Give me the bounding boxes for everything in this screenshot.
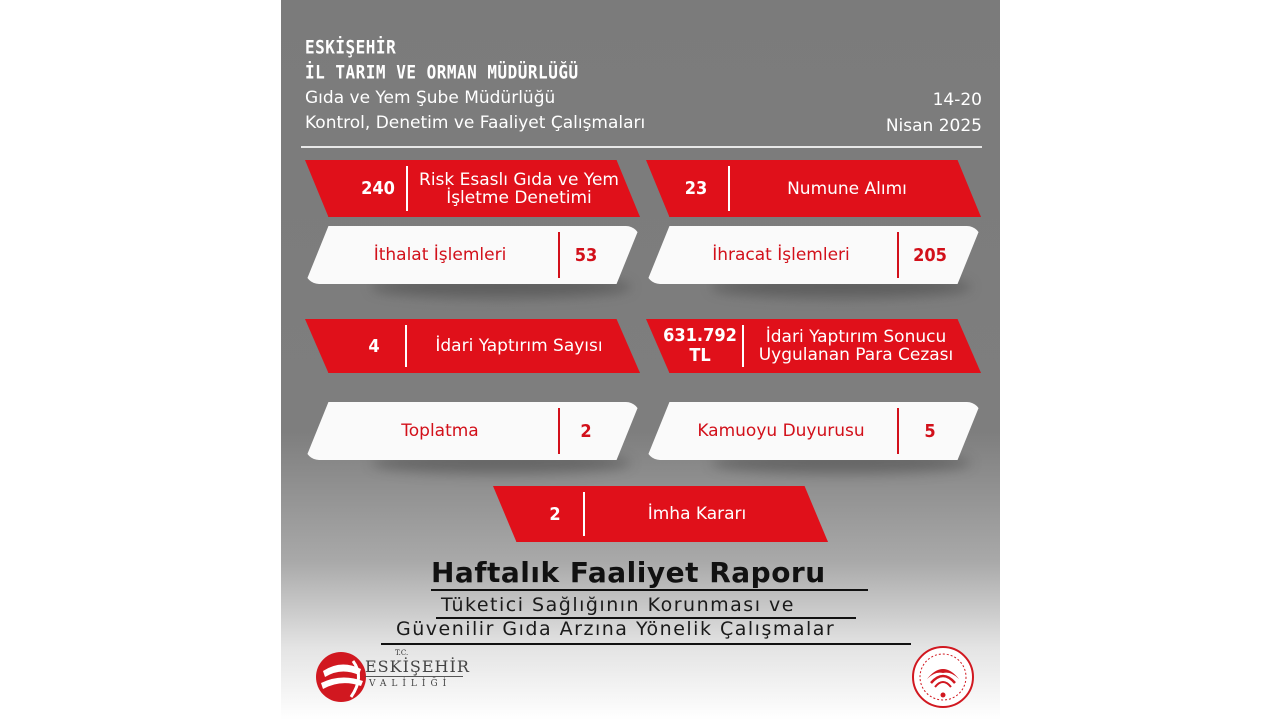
card-value: 23: [684, 178, 708, 199]
card-administrative-fine: [646, 319, 981, 373]
card-label: Toplatma: [401, 421, 479, 441]
card-public-announcement: [646, 402, 981, 460]
governorship-logo: [313, 649, 470, 704]
card-divider: [742, 325, 744, 367]
card-export-operations: [646, 226, 981, 284]
card-label-line2: İşletme Denetimi: [446, 187, 592, 208]
card-import-operations: [305, 226, 640, 284]
card-label: İthalat İşlemleri: [373, 245, 507, 265]
card-divider: [583, 492, 585, 536]
card-label-line1: Risk Esaslı Gıda ve Yem: [419, 169, 619, 190]
card-label: Numune Alımı: [787, 178, 907, 199]
governorship-emblem-icon: [313, 649, 373, 704]
card-value: 5: [924, 420, 936, 442]
card-divider: [897, 232, 899, 278]
logo-tc: T.C.: [395, 649, 409, 657]
card-value: 2: [580, 420, 592, 442]
header-divider: [301, 146, 982, 148]
card-divider: [728, 166, 730, 211]
card-label: İdari Yaptırım Sayısı: [435, 336, 603, 356]
card-risk-inspection: [305, 160, 640, 217]
header-description: Kontrol, Denetim ve Faaliyet Çalışmaları: [305, 113, 646, 133]
card-label: İmha Kararı: [647, 504, 747, 524]
card-value: 240: [361, 178, 395, 199]
card-label: [409, 160, 629, 217]
ministry-seal: [911, 645, 975, 709]
card-destruction-order: [493, 486, 828, 542]
card-label-line1: İdari Yaptırım Sonucu: [765, 327, 947, 347]
report-title-underline: [431, 589, 868, 591]
card-divider: [405, 325, 407, 367]
date-range: 14-20: [932, 90, 982, 110]
card-label-line2: Uygulanan Para Cezası: [758, 345, 954, 365]
report-title: Haftalık Faaliyet Raporu: [431, 556, 826, 589]
card-divider: [558, 408, 560, 454]
card-value: 4: [368, 335, 380, 357]
card-value: 205: [913, 244, 947, 266]
logo-office: VALİLİĞİ: [369, 679, 452, 689]
card-divider: [897, 408, 899, 454]
report-subtitle-line2: Güvenilir Gıda Arzına Yönelik Çalışmalar: [396, 618, 836, 640]
poster: [281, 0, 1000, 720]
card-value: 53: [574, 244, 598, 266]
card-administrative-sanctions: [305, 319, 640, 373]
header-branch: Gıda ve Yem Şube Müdürlüğü: [305, 88, 556, 108]
card-value: [660, 319, 740, 373]
fine-currency: TL: [689, 345, 711, 366]
ministry-seal-icon: [911, 645, 975, 709]
fine-amount: 631.792: [663, 325, 737, 346]
subtitle-rule-2: [381, 643, 911, 645]
header-directorate: İL TARIM VE ORMAN MÜDÜRLÜĞÜ: [305, 61, 579, 83]
card-recall: [305, 402, 640, 460]
card-value: 2: [549, 503, 561, 525]
card-label: İhracat İşlemleri: [712, 245, 850, 265]
card-divider: [558, 232, 560, 278]
card-label: [746, 319, 966, 373]
card-sample-collection: [646, 160, 981, 217]
report-subtitle-line1: Tüketici Sağlığının Korunması ve: [441, 594, 795, 616]
card-divider: [406, 166, 408, 211]
card-label: Kamuoyu Duyurusu: [697, 421, 865, 441]
date-month: Nisan 2025: [885, 116, 982, 136]
logo-rule: [365, 676, 463, 677]
logo-city: ESKİŞEHİR: [365, 657, 470, 676]
header-city: ESKİŞEHİR: [305, 36, 397, 58]
